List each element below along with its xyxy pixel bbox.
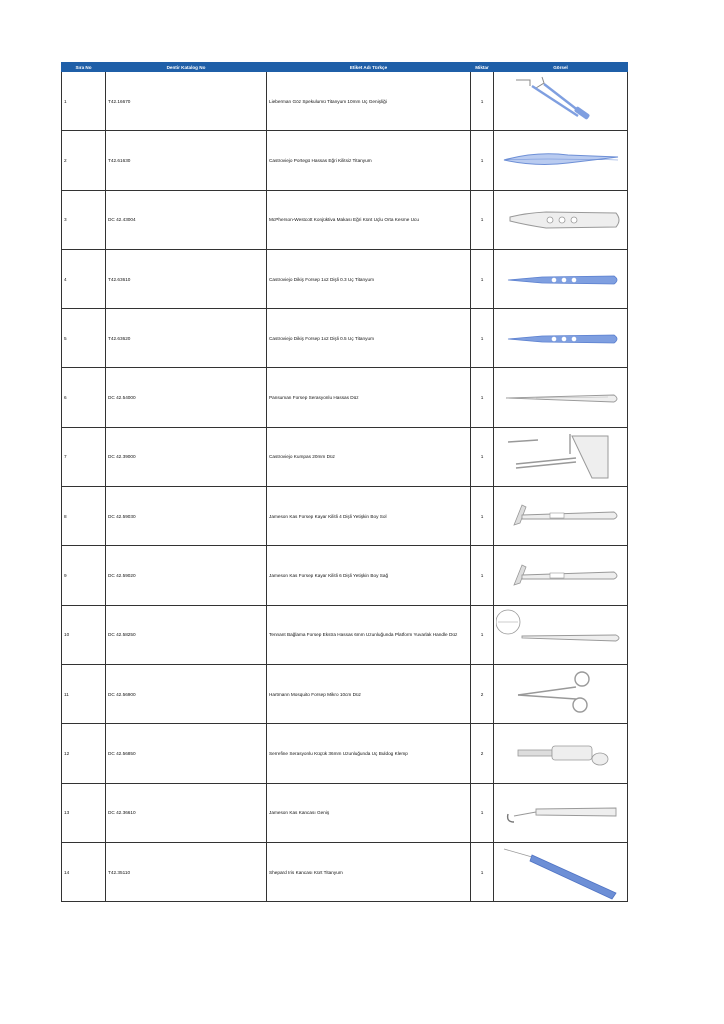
muscle-hook-icon <box>496 784 628 842</box>
needle-holder-icon <box>496 131 628 189</box>
product-name: Castroviejo Dikiş Forsep 1x2 Dişli 0.3 Uç Titanyum <box>267 249 471 308</box>
mosquito-forceps-icon <box>496 665 628 723</box>
iris-hook-icon <box>496 843 628 901</box>
product-name: Lieberman Göz Spekulumü Titanyum 10mm Uç Genişliği <box>267 72 471 131</box>
instrument-image-cell <box>494 664 628 723</box>
forceps-icon <box>496 309 628 367</box>
catalog-number: DC 42.54000 <box>106 368 267 427</box>
instrument-image-cell <box>494 249 628 308</box>
row-number: 8 <box>62 487 106 546</box>
row-number: 4 <box>62 249 106 308</box>
header-image: Görsel <box>494 63 628 72</box>
instrument-image-cell <box>494 724 628 783</box>
instrument-list-sheet <box>61 62 627 902</box>
quantity: 1 <box>471 427 494 486</box>
catalog-number: T42.63620 <box>106 309 267 368</box>
row-number: 7 <box>62 427 106 486</box>
catalog-number: T42.16670 <box>106 72 267 131</box>
row-number: 9 <box>62 546 106 605</box>
row-number: 1 <box>62 72 106 131</box>
table-row <box>62 724 628 783</box>
row-number: 10 <box>62 605 106 664</box>
speculum-icon <box>496 72 628 130</box>
instrument-image-cell <box>494 487 628 546</box>
catalog-number: T42.61630 <box>106 131 267 190</box>
muscle-forceps-icon <box>496 487 628 545</box>
product-name: Castroviejo Portegü Hassas Eğri Kilitsiz Titanyum <box>267 131 471 190</box>
quantity: 1 <box>471 842 494 901</box>
header-no: Sıra No <box>62 63 106 72</box>
catalog-number: DC 42.39000 <box>106 427 267 486</box>
row-number: 5 <box>62 309 106 368</box>
product-name: Pansuman Forsep Serasyonlu Hassas Düz <box>267 368 471 427</box>
table-row <box>62 664 628 723</box>
instrument-image-cell <box>494 309 628 368</box>
catalog-number: DC 42.43004 <box>106 190 267 249</box>
table-row <box>62 249 628 308</box>
instrument-image-cell <box>494 427 628 486</box>
forceps-icon <box>496 250 628 308</box>
tying-forceps-icon <box>496 606 628 664</box>
table-row <box>62 131 628 190</box>
instrument-image-cell <box>494 783 628 842</box>
quantity: 2 <box>471 724 494 783</box>
product-name: Serrefine Serasyonlu Küçük 36mm Uzunluğunda Uç Buldog Klemp <box>267 724 471 783</box>
catalog-number: T42.35110 <box>106 842 267 901</box>
product-name: Jameson Kas Kancası Geniş <box>267 783 471 842</box>
quantity: 1 <box>471 546 494 605</box>
header-name: Etiket Adı Türkçe <box>267 63 471 72</box>
quantity: 1 <box>471 190 494 249</box>
catalog-number: DC 42.36610 <box>106 783 267 842</box>
product-name: Jameson Kas Forsep Kayar Kilitli 6 Dişli Yetişkin Boy Sağ <box>267 546 471 605</box>
instrument-image-cell <box>494 368 628 427</box>
catalog-number: DC 42.59020 <box>106 546 267 605</box>
product-name: Tennant Bağlama Forsep Ekstra Hassas 6mm Uzunluğunda Platform Yuvarlak Handle Düz <box>267 605 471 664</box>
product-name: Jameson Kas Forsep Kayar Kilitli 4 Dişli Yetişkin Boy Sol <box>267 487 471 546</box>
row-number: 2 <box>62 131 106 190</box>
row-number: 12 <box>62 724 106 783</box>
row-number: 13 <box>62 783 106 842</box>
product-name: Castroviejo Dikiş Forsep 1x2 Dişli 0.5 Uç Titanyum <box>267 309 471 368</box>
catalog-number: DC 42.56900 <box>106 664 267 723</box>
product-name: McPherson-Westcott Konjüktiva Makası Eğri Künt Uçlu Orta Kesme Ucu <box>267 190 471 249</box>
table-row <box>62 546 628 605</box>
table-row <box>62 72 628 131</box>
table-row <box>62 309 628 368</box>
caliper-icon <box>496 428 628 486</box>
product-name: Shepard Iris Kancası Kürt Titanyum <box>267 842 471 901</box>
instrument-image-cell <box>494 72 628 131</box>
instrument-image-cell <box>494 605 628 664</box>
quantity: 1 <box>471 131 494 190</box>
table-row <box>62 190 628 249</box>
catalog-number: DC 42.58250 <box>106 605 267 664</box>
quantity: 1 <box>471 72 494 131</box>
row-number: 6 <box>62 368 106 427</box>
table-row <box>62 783 628 842</box>
instrument-image-cell <box>494 131 628 190</box>
quantity: 2 <box>471 664 494 723</box>
quantity: 1 <box>471 487 494 546</box>
table-row <box>62 368 628 427</box>
quantity: 1 <box>471 605 494 664</box>
catalog-number: T42.63610 <box>106 249 267 308</box>
instrument-image-cell <box>494 190 628 249</box>
muscle-forceps-icon <box>496 547 628 605</box>
instrument-image-cell <box>494 546 628 605</box>
header-row <box>62 63 628 72</box>
product-name: Hartmann Mosquito Forsep Mikro 10cm Düz <box>267 664 471 723</box>
table-row <box>62 427 628 486</box>
row-number: 3 <box>62 190 106 249</box>
header-catalog: Dentir Katalog No <box>106 63 267 72</box>
quantity: 1 <box>471 783 494 842</box>
row-number: 11 <box>62 664 106 723</box>
table-row <box>62 487 628 546</box>
quantity: 1 <box>471 368 494 427</box>
catalog-number: DC 42.56850 <box>106 724 267 783</box>
instrument-table <box>61 62 628 902</box>
bulldog-clamp-icon <box>496 724 628 782</box>
quantity: 1 <box>471 249 494 308</box>
scissors-icon <box>496 191 628 249</box>
table-row <box>62 605 628 664</box>
product-name: Castroviejo Kumpas 20mm Düz <box>267 427 471 486</box>
row-number: 14 <box>62 842 106 901</box>
table-row <box>62 842 628 901</box>
instrument-image-cell <box>494 842 628 901</box>
header-qty: Miktar <box>471 63 494 72</box>
dressing-forceps-icon <box>496 369 628 427</box>
quantity: 1 <box>471 309 494 368</box>
catalog-number: DC 42.59030 <box>106 487 267 546</box>
